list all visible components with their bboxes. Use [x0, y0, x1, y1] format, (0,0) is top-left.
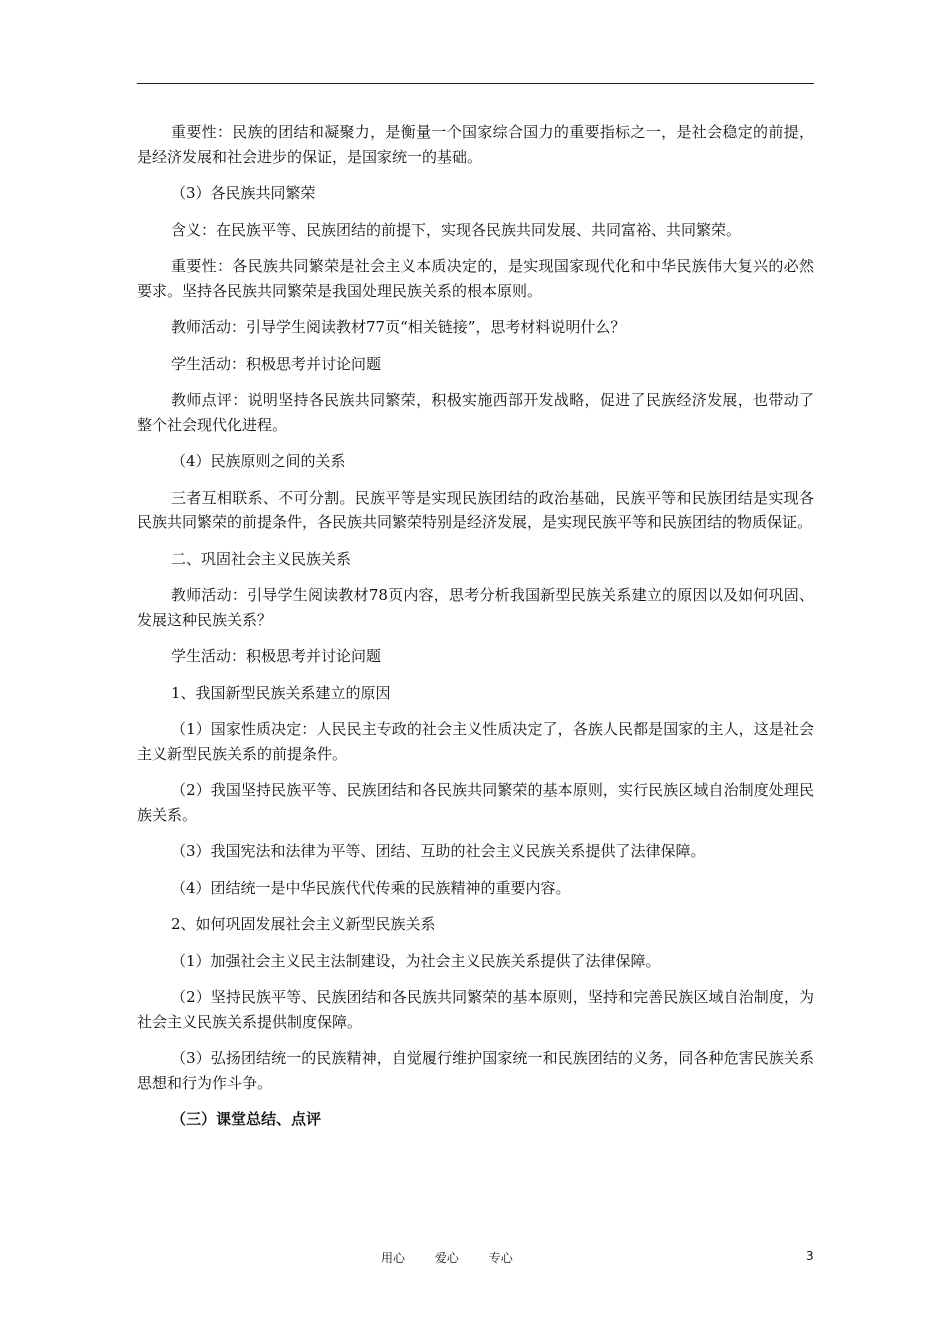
list-item-consolidate-3: （3）弘扬团结统一的民族精神，自觉履行维护国家统一和民族团结的义务，同各种危害民族关系思想和行为作斗争。 — [137, 1049, 814, 1092]
footer-motto — [381, 1249, 539, 1266]
list-item-reason-1: （1）国家性质决定：人民民主专政的社会主义性质决定了，各族人民都是国家的主人，这是社会主义新型民族关系的前提条件。 — [137, 720, 814, 763]
heading-common-prosperity: （3）各民族共同繁荣 — [171, 184, 316, 202]
paragraph-student-activity-1: 学生活动：积极思考并讨论问题 — [171, 354, 382, 373]
paragraph-teacher-activity-1: 教师活动：引导学生阅读教材77页“相关链接”，思考材料说明什么？ — [171, 318, 626, 336]
page-number: 3 — [806, 1249, 814, 1263]
paragraph-prosperity-importance: 重要性：各民族共同繁荣是社会主义本质决定的，是实现国家现代化和中华民族伟大复兴的必然要求。坚持各民族共同繁荣是我国处理民族关系的根本原则。 — [137, 257, 814, 300]
footer-word: 爱心 — [434, 1251, 459, 1265]
list-item-reason-3: （3）我国宪法和法律为平等、团结、互助的社会主义民族关系提供了法律保障。 — [171, 842, 706, 860]
footer-word: 专心 — [488, 1251, 513, 1265]
heading-class-summary: （三）课堂总结、点评 — [171, 1110, 322, 1128]
paragraph-student-activity-2: 学生活动：积极思考并讨论问题 — [171, 647, 382, 665]
paragraph-unity-importance: 重要性：民族的团结和凝聚力，是衡量一个国家综合国力的重要指标之一，是社会稳定的前提，是经济发展和社会进步的保证，是国家统一的基础。 — [137, 123, 814, 166]
heading-consolidate: 2、如何巩固发展社会主义新型民族关系 — [171, 915, 436, 933]
list-item-consolidate-2: （2）坚持民族平等、民族团结和各民族共同繁荣的基本原则，坚持和完善民族区域自治制度，为社会主义民族关系提供制度保障。 — [137, 988, 814, 1031]
paragraph-prosperity-meaning: 含义：在民族平等、民族团结的前提下，实现各民族共同发展、共同富裕、共同繁荣。 — [171, 220, 742, 239]
paragraph-teacher-activity-2: 教师活动：引导学生阅读教材78页内容，思考分析我国新型民族关系建立的原因以及如何巩固、发展这种民族关系？ — [137, 586, 814, 629]
paragraph-teacher-comment: 教师点评：说明坚持各民族共同繁荣，积极实施西部开发战略，促进了民族经济发展，也带动了整个社会现代化进程。 — [137, 391, 814, 434]
heading-section-two: 二、巩固社会主义民族关系 — [171, 549, 352, 568]
heading-reasons: 1、我国新型民族关系建立的原因 — [171, 683, 391, 702]
heading-principle-relations: （4）民族原则之间的关系 — [171, 452, 346, 470]
footer-word: 用心 — [381, 1251, 406, 1265]
list-item-consolidate-1: （1）加强社会主义民主法制建设，为社会主义民族关系提供了法律保障。 — [171, 951, 661, 970]
list-item-reason-2: （2）我国坚持民族平等、民族团结和各民族共同繁荣的基本原则，实行民族区域自治制度处理民族关系。 — [137, 781, 814, 824]
list-item-reason-4: （4）团结统一是中华民族代代传乘的民族精神的重要内容。 — [171, 878, 571, 897]
paragraph-principle-relations: 三者互相联系、不可分割。民族平等是实现民族团结的政治基础，民族平等和民族团结是实现各民族共同繁荣的前提条件，各民族共同繁荣特别是经济发展，是实现民族平等和民族团结的物质保证。 — [137, 488, 814, 531]
header-rule — [137, 83, 814, 84]
document-body — [137, 120, 814, 1132]
